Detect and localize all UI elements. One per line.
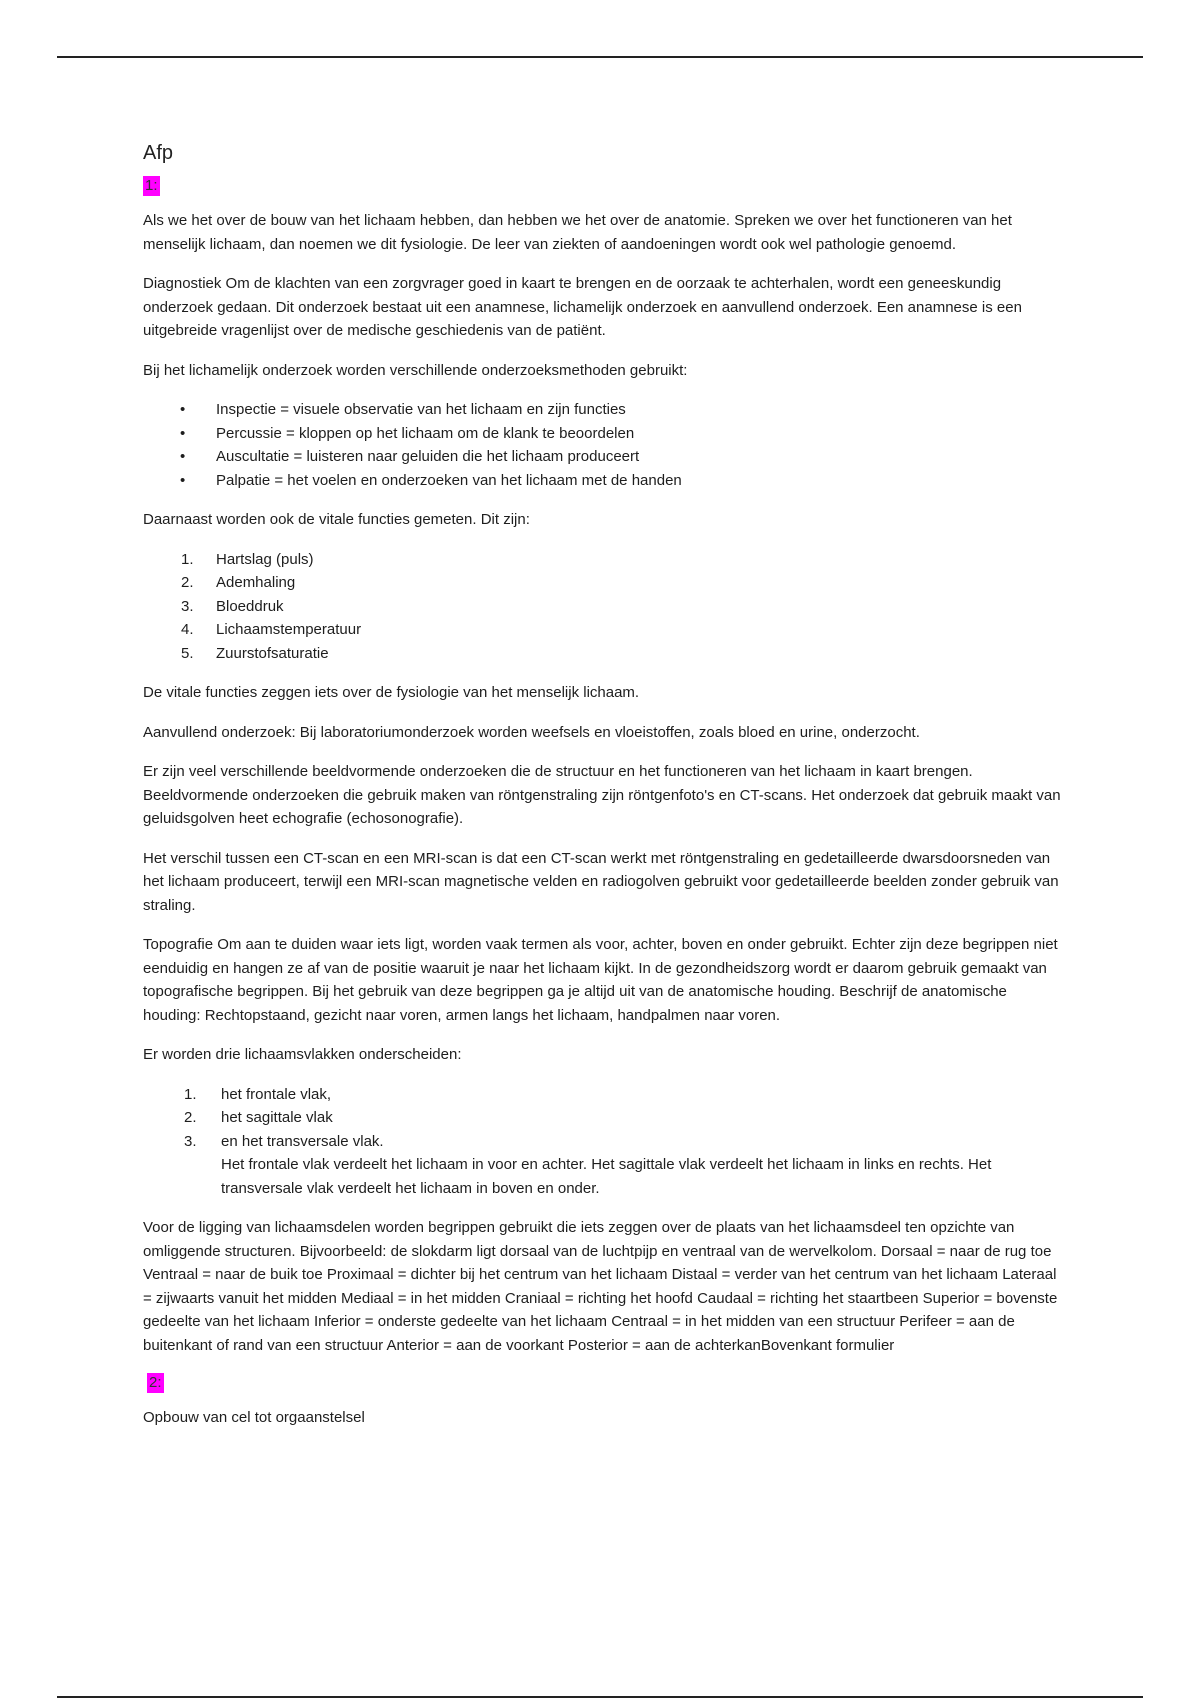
- paragraph-opbouw: Opbouw van cel tot orgaanstelsel: [143, 1409, 365, 1426]
- list-item: [143, 618, 1063, 642]
- list-number: 5.: [181, 644, 194, 662]
- list-text: het sagittale vlak: [221, 1109, 333, 1126]
- list-number: 1.: [181, 550, 194, 568]
- list-text: Hartslag (puls): [216, 550, 314, 568]
- paragraph-methods-intro: Bij het lichamelijk onderzoek worden verschillende onderzoeksmethoden gebruikt:: [143, 361, 688, 379]
- vitals-list: [143, 548, 1063, 666]
- list-item: [143, 1106, 1063, 1130]
- paragraph-aanvullend: Aanvullend onderzoek: Bij laboratoriumonderzoek worden weefsels en vloeistoffen, zoals bloed en urine, onderzocht.: [143, 723, 920, 741]
- paragraph-diagnostiek: Diagnostiek Om de klachten van een zorgvrager goed in kaart te brengen en de oorzaak te achterhalen, wordt een geneeskundig onderzoek gedaan. Dit onderzoek bestaat uit een anamnese, lichamelijk onderzoek en aanvullend onderzoek. Een anamnese is een uitgebreide vragenlijst over de medische geschiedenis van de patiënt.: [143, 275, 1022, 339]
- list-number: 3.: [184, 1132, 197, 1150]
- paragraph-vital-summary: De vitale functies zeggen iets over de fysiologie van het menselijk lichaam.: [143, 684, 640, 701]
- list-item: • Palpatie = het voelen en onderzoeken van het lichaam met de handen: [143, 469, 1063, 493]
- list-item: [143, 642, 1063, 666]
- paragraph-beeldvormend: Er zijn veel verschillende beeldvormende onderzoeken die de structuur en het functioneren van het lichaam in kaart brengen. Beeldvormende onderzoeken die gebruik maken van röntgenstraling zijn röntgenfoto's en CT-scans. Het onderzoek dat gebruik maakt van geluidsgolven heet echografie (echosonografie).: [143, 763, 1061, 827]
- methods-list: [143, 398, 1063, 492]
- list-item: [143, 548, 1063, 572]
- paragraph-vital-intro: Daarnaast worden ook de vitale functies gemeten. Dit zijn:: [143, 511, 530, 528]
- list-item: [143, 571, 1063, 595]
- list-text: en het transversale vlak.: [221, 1132, 384, 1150]
- list-number: 3.: [181, 597, 194, 615]
- planes-explanation: Het frontale vlak verdeelt het lichaam in voor en achter. Het sagittale vlak verdeelt het lichaam in links en rechts. Het transversale vlak verdeelt het lichaam in boven en onder.: [221, 1156, 992, 1197]
- planes-list: [143, 1083, 1063, 1201]
- list-item: • Percussie = kloppen op het lichaam om de klank te beoordelen: [143, 422, 1063, 446]
- paragraph-ct-mri: Het verschil tussen een CT-scan en een MRI-scan is dat een CT-scan werkt met röntgenstraling en gedetailleerde dwarsdoorsneden van het lichaam produceert, terwijl een MRI-scan magnetische velden en radiogolven gebruikt voor gedetailleerde beelden zonder gebruik van straling.: [143, 849, 1059, 914]
- paragraph-planes-intro: Er worden drie lichaamsvlakken onderscheiden:: [143, 1046, 462, 1063]
- list-number: 1.: [184, 1085, 197, 1103]
- list-item: [143, 595, 1063, 619]
- list-number: 2.: [184, 1109, 197, 1126]
- document-title: Afp: [143, 142, 174, 164]
- list-text: Ademhaling: [216, 574, 296, 591]
- list-item: • Auscultatie = luisteren naar geluiden die het lichaam produceert: [143, 445, 1063, 469]
- list-item: • Inspectie = visuele observatie van het lichaam en zijn functies: [143, 398, 1063, 422]
- list-text: Bloeddruk: [216, 597, 284, 615]
- list-number: 4.: [181, 621, 194, 638]
- list-item: [143, 1083, 1063, 1107]
- footer-rule: [57, 1696, 1143, 1698]
- list-number: 2.: [181, 574, 194, 591]
- section-marker-2: 2:: [149, 1374, 162, 1391]
- list-text: Lichaamstemperatuur: [216, 621, 362, 638]
- list-text: Zuurstofsaturatie: [216, 644, 329, 662]
- paragraph-ligging: Voor de ligging van lichaamsdelen worden begrippen gebruikt die iets zeggen over de plaats van het lichaamsdeel ten opzichte van omliggende structuren. Bijvoorbeeld: de slokdarm ligt dorsaal van de luchtpijp en ventraal van de wervelkolom. Dorsaal = naar de rug toe Ventraal = naar de buik toe Proximaal = dichter bij het centrum van het lichaam Distaal = verder van het centrum van het lichaam Lateraal = zijwaarts vanuit het midden Mediaal = in het midden Craniaal = richting het hoofd Caudaal = richting het staartbeen Superior = bovenste gedeelte van het lichaam Inferior = onderste gedeelte van het lichaam Centraal = in het midden van een structuur Perifeer = aan de buitenkant of rand van een structuur Anterior = aan de voorkant Posterior = aan de achterkanBovenkant formulier: [143, 1219, 1058, 1354]
- paragraph-anatomy: Als we het over de bouw van het lichaam hebben, dan hebben we het over de anatomie. Spreken we over het functioneren van het menselijk lichaam, dan noemen we dit fysiologie. De leer van ziekten of aandoeningen wordt ook wel pathologie genoemd.: [143, 212, 1012, 253]
- list-text: het frontale vlak,: [221, 1085, 332, 1103]
- document-body: [143, 140, 1063, 1446]
- section-marker-1: 1:: [145, 177, 158, 194]
- list-item: [143, 1130, 1063, 1201]
- header-rule: [57, 56, 1143, 58]
- paragraph-topografie: Topografie Om aan te duiden waar iets ligt, worden vaak termen als voor, achter, boven en onder gebruikt. Echter zijn deze begrippen niet eenduidig en hangen ze af van de positie waaruit je naar het lichaam kijkt. In de gezondheidszorg wordt er daarom gebruik gemaakt van topografische begrippen. Bij het gebruik van deze begrippen ga je altijd uit van de anatomische houding. Beschrijf de anatomische houding: Rechtopstaand, gezicht naar voren, armen langs het lichaam, handpalmen naar voren.: [143, 936, 1058, 1024]
